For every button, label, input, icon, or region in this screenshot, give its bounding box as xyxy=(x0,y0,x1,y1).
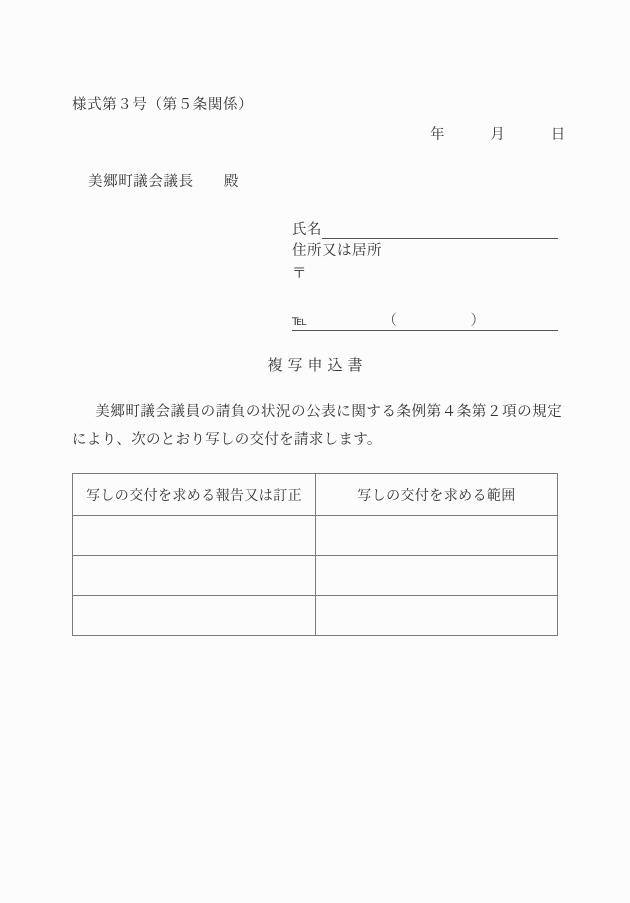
request-table xyxy=(72,473,558,636)
table-cell-scope[interactable] xyxy=(316,596,558,636)
applicant-name-label: 氏名 xyxy=(292,222,322,238)
applicant-tel-area-field[interactable] xyxy=(310,313,383,331)
table-row xyxy=(73,516,558,556)
form-number: 様式第３号（第５条関係） xyxy=(72,97,254,113)
table-header-row xyxy=(73,474,558,516)
applicant-address-field[interactable] xyxy=(292,285,558,307)
table-cell-report[interactable] xyxy=(73,596,316,636)
body-paragraph: 美郷町議会議員の請負の状況の公表に関する条例第４条第２項の規定により、次のとおり写しの交付を請求します。 xyxy=(72,404,562,448)
date-line: 年 月 日 xyxy=(430,127,566,143)
addressee-line: 美郷町議会議長 殿 xyxy=(88,174,239,190)
applicant-name-field[interactable] xyxy=(322,221,558,239)
applicant-tel-paren-open: （ xyxy=(382,313,398,329)
applicant-tel-middle-field[interactable] xyxy=(398,313,471,331)
table-header-cell-scope: 写しの交付を求める範囲 xyxy=(316,474,558,516)
table-row xyxy=(73,596,558,636)
applicant-tel-number-field[interactable] xyxy=(486,313,558,331)
applicant-tel-paren-close: ） xyxy=(470,313,486,329)
applicant-tel-row xyxy=(292,307,558,331)
applicant-postal-label: 〒 xyxy=(292,266,307,282)
page-title: 複写申込書 xyxy=(267,358,368,374)
table-cell-scope[interactable] xyxy=(316,556,558,596)
applicant-address-label: 住所又は居所 xyxy=(292,243,382,259)
table-cell-report[interactable] xyxy=(73,516,316,556)
applicant-name-row xyxy=(292,216,558,239)
table-cell-report[interactable] xyxy=(73,556,316,596)
telephone-icon: ℡ xyxy=(292,314,308,329)
applicant-block xyxy=(292,216,558,331)
table-header-cell-report: 写しの交付を求める報告又は訂正 xyxy=(73,474,316,516)
table-row xyxy=(73,556,558,596)
table-cell-scope[interactable] xyxy=(316,516,558,556)
